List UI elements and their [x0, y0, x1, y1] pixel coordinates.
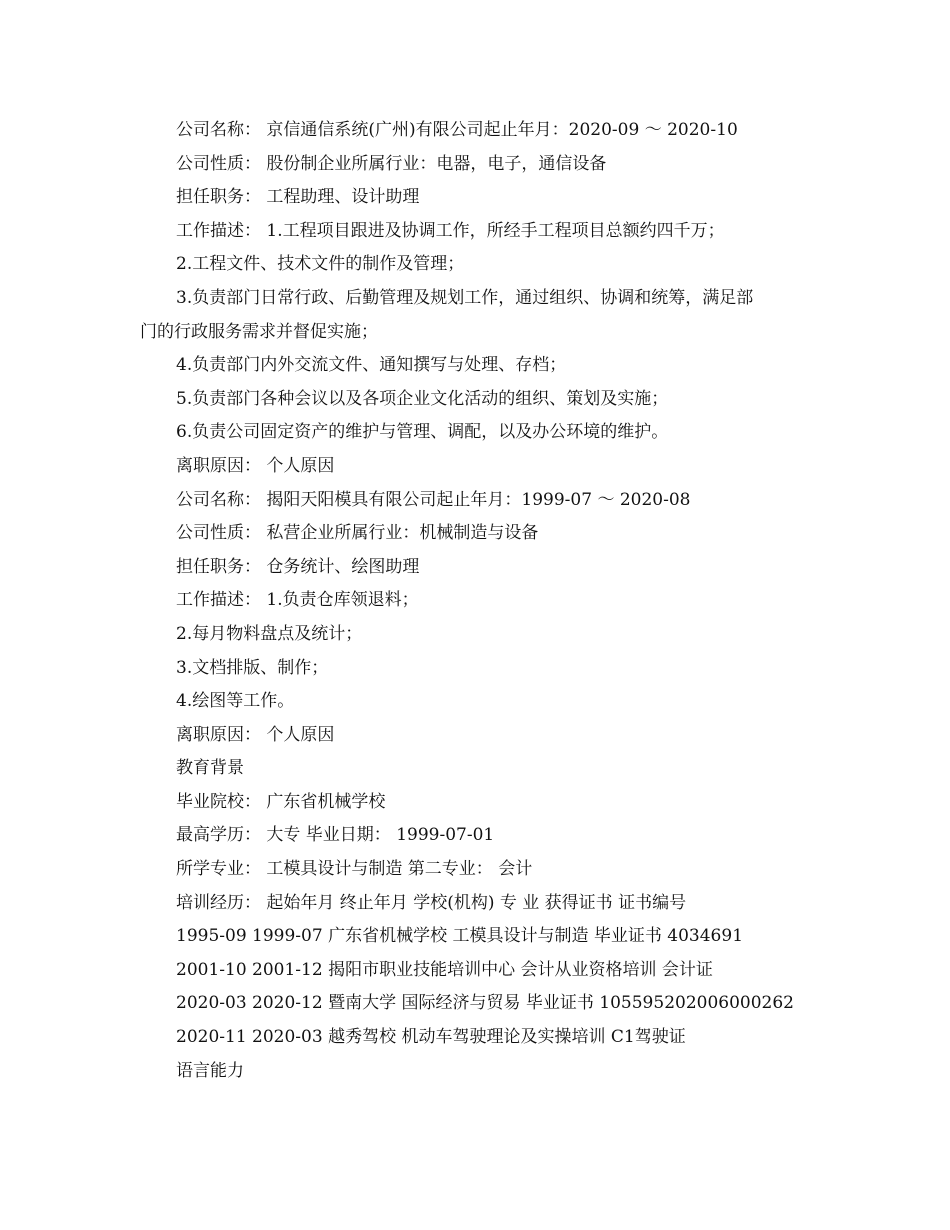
document-line: 4.负责部门内外交流文件、通知撰写与处理、存档；: [176, 355, 567, 376]
document-line: 3.负责部门日常行政、后勤管理及规划工作，通过组织、协调和统筹，满足部: [176, 287, 754, 308]
document-line: 最高学历： 大专 毕业日期： 1999-07-01: [176, 825, 495, 846]
document-line: 公司性质： 股份制企业所属行业：电器，电子，通信设备: [176, 153, 607, 174]
document-line: 工作描述： 1.负责仓库领退料；: [176, 590, 419, 611]
document-line: 毕业院校： 广东省机械学校: [176, 791, 386, 812]
document-line: 2020-03 2020-12 暨南大学 国际经济与贸易 毕业证书 105595202006000262: [176, 993, 794, 1014]
document-line: 公司名称： 揭阳天阳模具有限公司起止年月：1999-07 ～ 2020-08: [176, 489, 691, 510]
document-line: 所学专业： 工模具设计与制造 第二专业： 会计: [176, 859, 533, 880]
document-line: 4.绘图等工作。: [176, 691, 295, 712]
document-line: 语言能力: [176, 1060, 244, 1081]
document-line: 担任职务： 仓务统计、绘图助理: [176, 556, 420, 577]
document-line: 公司性质： 私营企业所属行业：机械制造与设备: [176, 523, 539, 544]
document-line: 离职原因： 个人原因: [176, 724, 335, 745]
document-line: 教育背景: [176, 758, 244, 779]
document-line: 培训经历： 起始年月 终止年月 学校(机构) 专 业 获得证书 证书编号: [176, 892, 687, 913]
document-line: 1995-09 1999-07 广东省机械学校 工模具设计与制造 毕业证书 4034691: [176, 926, 744, 947]
document-line: 2020-11 2020-03 越秀驾校 机动车驾驶理论及实操培训 C1驾驶证: [176, 1027, 686, 1048]
document-line: 6.负责公司固定资产的维护与管理、调配，以及办公环境的维护。: [176, 422, 669, 443]
document-line: 担任职务： 工程助理、设计助理: [176, 187, 420, 208]
document-line: 5.负责部门各种会议以及各项企业文化活动的组织、策划及实施；: [176, 388, 669, 409]
document-line: 公司名称： 京信通信系统(广州)有限公司起止年月：2020-09 ～ 2020-10: [176, 120, 738, 140]
document-line: 2.工程文件、技术文件的制作及管理；: [176, 254, 465, 275]
document-line: 门的行政服务需求并督促实施；: [140, 321, 378, 342]
document-line: 离职原因： 个人原因: [176, 455, 335, 476]
document-line: 2001-10 2001-12 揭阳市职业技能培训中心 会计从业资格培训 会计证: [176, 959, 713, 980]
document-line: 3.文档排版、制作；: [176, 657, 329, 678]
document-line: 工作描述： 1.工程项目跟进及协调工作，所经手工程项目总额约四千万；: [176, 220, 725, 241]
document-line: 2.每月物料盘点及统计；: [176, 623, 363, 644]
document-body: [140, 114, 820, 1088]
